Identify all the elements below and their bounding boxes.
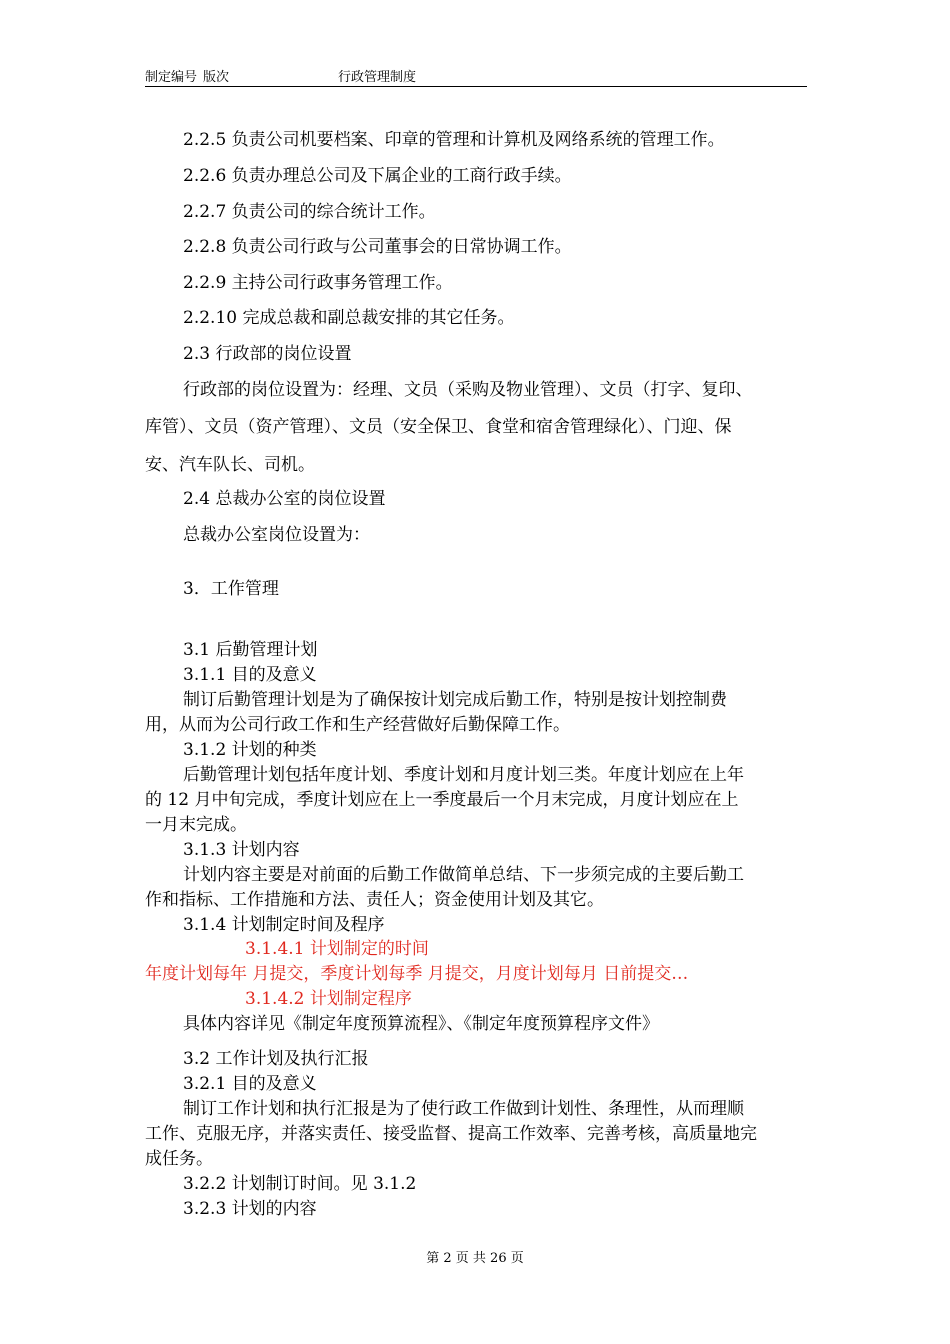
version-label: 版次 — [203, 70, 230, 85]
section-heading-3-2-1: 3.2.1 目的及意义 — [183, 1074, 317, 1094]
paragraph-3-2-1-line-2: 工作、克服无序，并落实责任、接受监督、提高工作效率、完善考核，高质量地完 — [145, 1124, 757, 1144]
paragraph-3-2-1-line-1: 制订工作计划和执行汇报是为了使行政工作做到计划性、条理性，从而理顺 — [183, 1099, 744, 1119]
header-title: 行政管理制度 — [338, 70, 417, 85]
section-heading-3-1-4-1: 3.1.4.1 计划制定的时间 — [245, 939, 429, 959]
section-heading-3-1-4-2: 3.1.4.2 计划制定程序 — [245, 989, 412, 1009]
page-number-footer: 第 2 页 共 26 页 — [426, 1251, 524, 1266]
paragraph-3-1-2-line-1: 后勤管理计划包括年度计划、季度计划和月度计划三类。年度计划应在上年 — [183, 765, 744, 785]
paragraph-2-2-9: 2.2.9 主持公司行政事务管理工作。 — [183, 273, 453, 293]
section-heading-3-1-1: 3.1.1 目的及意义 — [183, 665, 317, 685]
section-heading-3-2: 3.2 工作计划及执行汇报 — [183, 1049, 369, 1069]
section-heading-3-1-3: 3.1.3 计划内容 — [183, 840, 300, 860]
paragraph-2-2-5: 2.2.5 负责公司机要档案、印章的管理和计算机及网络系统的管理工作。 — [183, 130, 725, 150]
paragraph-2-2-7: 2.2.7 负责公司的综合统计工作。 — [183, 202, 436, 222]
paragraph-3-1-1-line-2: 用，从而为公司行政工作和生产经营做好后勤保障工作。 — [145, 715, 570, 735]
section-heading-3-1-2: 3.1.2 计划的种类 — [183, 740, 317, 760]
paragraph-2-2-6: 2.2.6 负责办理总公司及下属企业的工商行政手续。 — [183, 166, 572, 186]
paragraph-positions-line-3: 安、汽车队长、司机。 — [145, 455, 315, 475]
section-heading-3-1: 3.1 后勤管理计划 — [183, 640, 318, 660]
section-heading-2-3: 2.3 行政部的岗位设置 — [183, 344, 352, 364]
paragraph-3-1-2-line-2: 的 12 月中旬完成，季度计划应在上一季度最后一个月末完成，月度计划应在上 — [145, 790, 739, 810]
paragraph-president-office: 总裁办公室岗位设置为： — [183, 525, 370, 545]
section-heading-3-2-2: 3.2.2 计划制订时间。见 3.1.2 — [183, 1174, 417, 1194]
paragraph-3-1-3-line-1: 计划内容主要是对前面的后勤工作做简单总结、下一步须完成的主要后勤工 — [183, 865, 744, 885]
paragraph-3-1-3-line-2: 作和指标、工作措施和方法、责任人；资金使用计划及其它。 — [145, 890, 604, 910]
paragraph-3-2-1-line-3: 成任务。 — [145, 1149, 213, 1169]
paragraph-2-2-8: 2.2.8 负责公司行政与公司董事会的日常协调工作。 — [183, 237, 572, 257]
paragraph-2-2-10: 2.2.10 完成总裁和副总裁安排的其它任务。 — [183, 308, 515, 328]
page-header — [145, 66, 807, 87]
paragraph-3-1-1-line-1: 制订后勤管理计划是为了确保按计划完成后勤工作，特别是按计划控制费 — [183, 690, 727, 710]
paragraph-positions-line-1: 行政部的岗位设置为：经理、文员（采购及物业管理）、文员（打字、复印、 — [183, 380, 753, 400]
paragraph-positions-line-2: 库管）、文员（资产管理）、文员（安全保卫、食堂和宿舍管理绿化）、门迎、保 — [145, 417, 732, 437]
paragraph-3-1-2-line-3: 一月末完成。 — [145, 815, 247, 835]
section-heading-2-4: 2.4 总裁办公室的岗位设置 — [183, 489, 386, 509]
paragraph-submission-times: 年度计划每年 月提交，季度计划每季 月提交，月度计划每月 日前提交… — [145, 964, 689, 984]
section-heading-3-1-4: 3.1.4 计划制定时间及程序 — [183, 915, 385, 935]
paragraph-procedure-reference: 具体内容详见《制定年度预算流程》、《制定年度预算程序文件》 — [183, 1014, 659, 1034]
doc-number-label: 制定编号 — [145, 70, 198, 85]
section-heading-3: 3．工作管理 — [183, 579, 279, 599]
section-heading-3-2-3: 3.2.3 计划的内容 — [183, 1199, 317, 1219]
